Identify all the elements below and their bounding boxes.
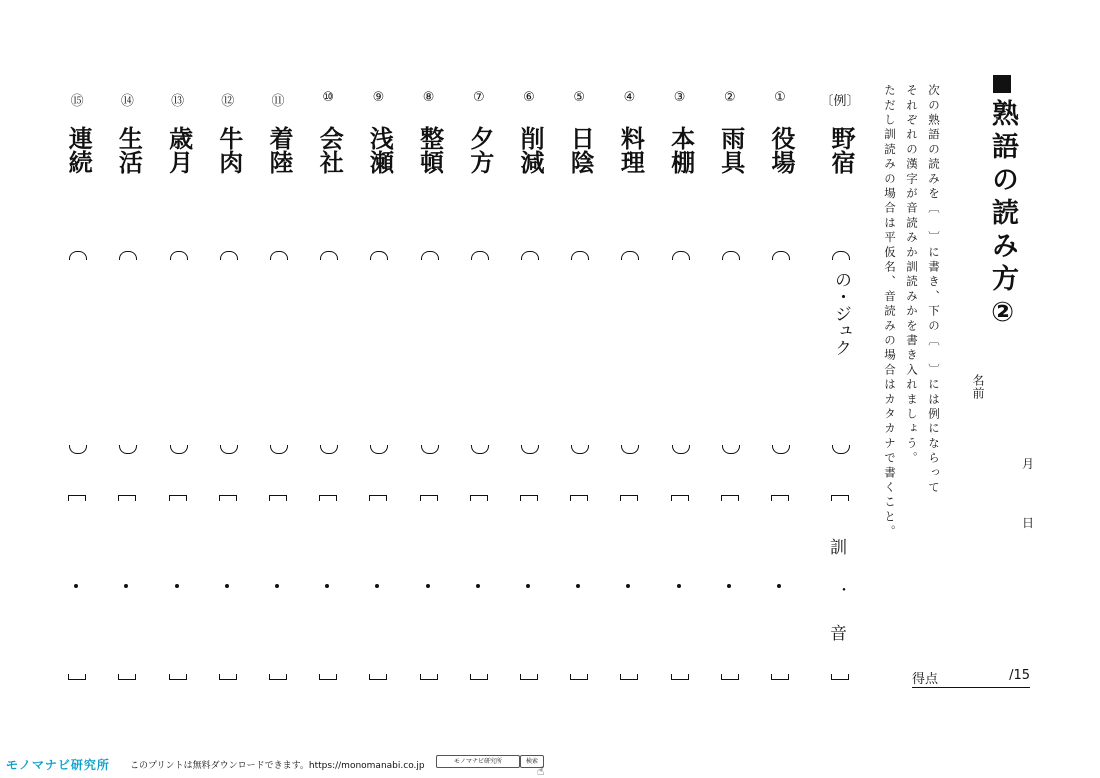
type-separator-dot [576, 584, 580, 588]
question-column [107, 86, 147, 686]
pointer-cursor-icon: ☝ [537, 764, 545, 778]
question-number: ⑩ [322, 90, 335, 105]
title-block [982, 75, 1022, 334]
question-column [660, 86, 700, 686]
question-column [409, 86, 449, 686]
reading-paren-open [320, 251, 338, 260]
type-separator-dot [175, 584, 179, 588]
reading-paren-close [421, 445, 439, 454]
reading-paren-close [471, 445, 489, 454]
reading-paren-close [320, 445, 338, 454]
question-word: 浅瀬 [365, 126, 394, 174]
question-number: ② [723, 90, 736, 105]
type-bracket-open [169, 495, 187, 501]
question-column [459, 86, 499, 686]
type-bracket-open [570, 495, 588, 501]
type-bracket-open [671, 495, 689, 501]
type-bracket-open [420, 495, 438, 501]
question-number: ⑫ [221, 94, 235, 109]
reading-paren-open [571, 251, 589, 260]
type-bracket-close [721, 674, 739, 680]
type-bracket-open [620, 495, 638, 501]
reading-paren-close [220, 445, 238, 454]
type-separator-dot [476, 584, 480, 588]
question-number: ⑮ [70, 94, 84, 109]
reading-paren-close [772, 445, 790, 454]
question-word: 料理 [616, 126, 645, 174]
reading-paren-open [772, 251, 790, 260]
instruction-line-1: 次の熟語の読みを〔 〕に書き、下の〔 〕には例にならって [927, 84, 941, 496]
reading-paren-open [672, 251, 690, 260]
question-word: 連続 [64, 126, 93, 174]
type-bracket-close [420, 674, 438, 680]
type-separator-dot [225, 584, 229, 588]
score-line [912, 668, 1030, 688]
reading-paren-open [270, 251, 288, 260]
type-separator-dot [626, 584, 630, 588]
question-word: 着陸 [265, 126, 293, 174]
footer-text: このプリントは無料ダウンロードできます。https://monomanabi.co.jp [130, 761, 425, 771]
type-bracket-close [620, 674, 638, 680]
question-number: ⑦ [472, 90, 485, 105]
type-bracket-close [169, 674, 187, 680]
question-column [258, 86, 298, 686]
reading-paren-close [832, 445, 850, 454]
title-square-icon [993, 75, 1011, 93]
day-label: 日 [1022, 516, 1035, 530]
type-bracket-close [68, 674, 86, 680]
type-bracket-open [369, 495, 387, 501]
example-column [820, 86, 860, 686]
type-bracket-close [671, 674, 689, 680]
question-word: 雨具 [716, 126, 745, 174]
type-bracket-open [470, 495, 488, 501]
reading-paren-open [621, 251, 639, 260]
question-word: 役場 [767, 126, 795, 174]
reading-paren-close [119, 445, 137, 454]
name-label: 名前 [971, 374, 985, 400]
type-bracket-open [831, 495, 849, 501]
type-bracket-close [369, 674, 387, 680]
type-bracket-close [570, 674, 588, 680]
reading-paren-open [69, 251, 87, 260]
question-number: ④ [623, 90, 636, 105]
type-separator-dot [275, 584, 279, 588]
question-column [358, 86, 398, 686]
score-label: 得点 [912, 672, 939, 687]
type-bracket-close [831, 674, 849, 680]
example-reading: の・ジュク [831, 271, 851, 356]
reading-paren-open [471, 251, 489, 260]
example-label: 〔例〕 [820, 94, 860, 109]
question-number: ⑧ [422, 90, 435, 105]
footer-search-box[interactable]: モノマナビ研究所 [436, 755, 520, 768]
question-column [158, 86, 198, 686]
question-word: 会社 [315, 126, 344, 174]
question-column [710, 86, 750, 686]
question-word: 歳月 [164, 126, 193, 174]
example-word: 野宿 [827, 126, 855, 174]
question-word: 本棚 [666, 126, 695, 174]
question-word: 生活 [114, 126, 143, 174]
type-bracket-open [269, 495, 287, 501]
question-word: 日陰 [566, 126, 595, 174]
question-column [208, 86, 248, 686]
footer-logo[interactable]: モノマナビ研究所 [6, 758, 110, 772]
reading-paren-open [722, 251, 740, 260]
type-separator-dot [727, 584, 731, 588]
type-separator-dot [325, 584, 329, 588]
question-number: ⑪ [271, 94, 285, 109]
type-bracket-close [470, 674, 488, 680]
reading-paren-open [421, 251, 439, 260]
reading-paren-open [220, 251, 238, 260]
question-word: 牛肉 [214, 126, 243, 174]
instruction-line-2: それぞれの漢字が音読みか訓読みかを書き入れましょう。 [905, 84, 919, 467]
reading-paren-open [370, 251, 388, 260]
type-separator-dot [777, 584, 781, 588]
type-separator-dot [375, 584, 379, 588]
reading-paren-open [521, 251, 539, 260]
month-label: 月 [1022, 457, 1035, 471]
example-on: 音 [830, 624, 847, 644]
type-separator-dot [526, 584, 530, 588]
question-column [559, 86, 599, 686]
reading-paren-close [571, 445, 589, 454]
question-word: 整頓 [415, 126, 444, 174]
reading-paren-close [672, 445, 690, 454]
reading-paren-close [370, 445, 388, 454]
type-bracket-open [520, 495, 538, 501]
question-number: ① [774, 90, 786, 105]
reading-paren-open [119, 251, 137, 260]
type-bracket-close [520, 674, 538, 680]
question-number: ⑭ [120, 94, 134, 109]
reading-paren-close [170, 445, 188, 454]
reading-paren-close [270, 445, 288, 454]
reading-paren-open [170, 251, 188, 260]
type-bracket-open [68, 495, 86, 501]
page-title: 熟語の読み方② [987, 99, 1018, 334]
question-word: 夕方 [465, 126, 494, 174]
type-bracket-close [269, 674, 287, 680]
reading-paren-close [521, 445, 539, 454]
type-separator-dot [124, 584, 128, 588]
reading-paren-open [832, 251, 850, 260]
type-bracket-open [771, 495, 789, 501]
type-bracket-close [118, 674, 136, 680]
question-column [509, 86, 549, 686]
type-bracket-close [771, 674, 789, 680]
example-separator: ・ [837, 583, 851, 599]
instruction-line-3: ただし訓読みの場合は平仮名、音読みの場合はカタカナで書くこと。 [883, 84, 897, 540]
type-bracket-open [319, 495, 337, 501]
question-number: ⑨ [372, 90, 385, 105]
reading-paren-close [722, 445, 740, 454]
question-column [308, 86, 348, 686]
type-separator-dot [426, 584, 430, 588]
type-bracket-close [319, 674, 337, 680]
example-kun: 訓 [830, 538, 847, 558]
score-total: /15 [1009, 668, 1030, 683]
reading-paren-close [621, 445, 639, 454]
question-column [760, 86, 800, 686]
footer-search-button[interactable]: 検索 [520, 755, 544, 768]
question-number: ⑬ [171, 94, 185, 109]
question-number: ⑤ [573, 90, 586, 105]
type-separator-dot [677, 584, 681, 588]
type-separator-dot [74, 584, 78, 588]
question-word: 削減 [516, 126, 544, 174]
type-bracket-open [118, 495, 136, 501]
reading-paren-close [69, 445, 87, 454]
question-column [609, 86, 649, 686]
question-number: ③ [673, 90, 686, 105]
question-column [57, 86, 97, 686]
type-bracket-open [219, 495, 237, 501]
type-bracket-open [721, 495, 739, 501]
question-number: ⑥ [523, 90, 535, 105]
type-bracket-close [219, 674, 237, 680]
